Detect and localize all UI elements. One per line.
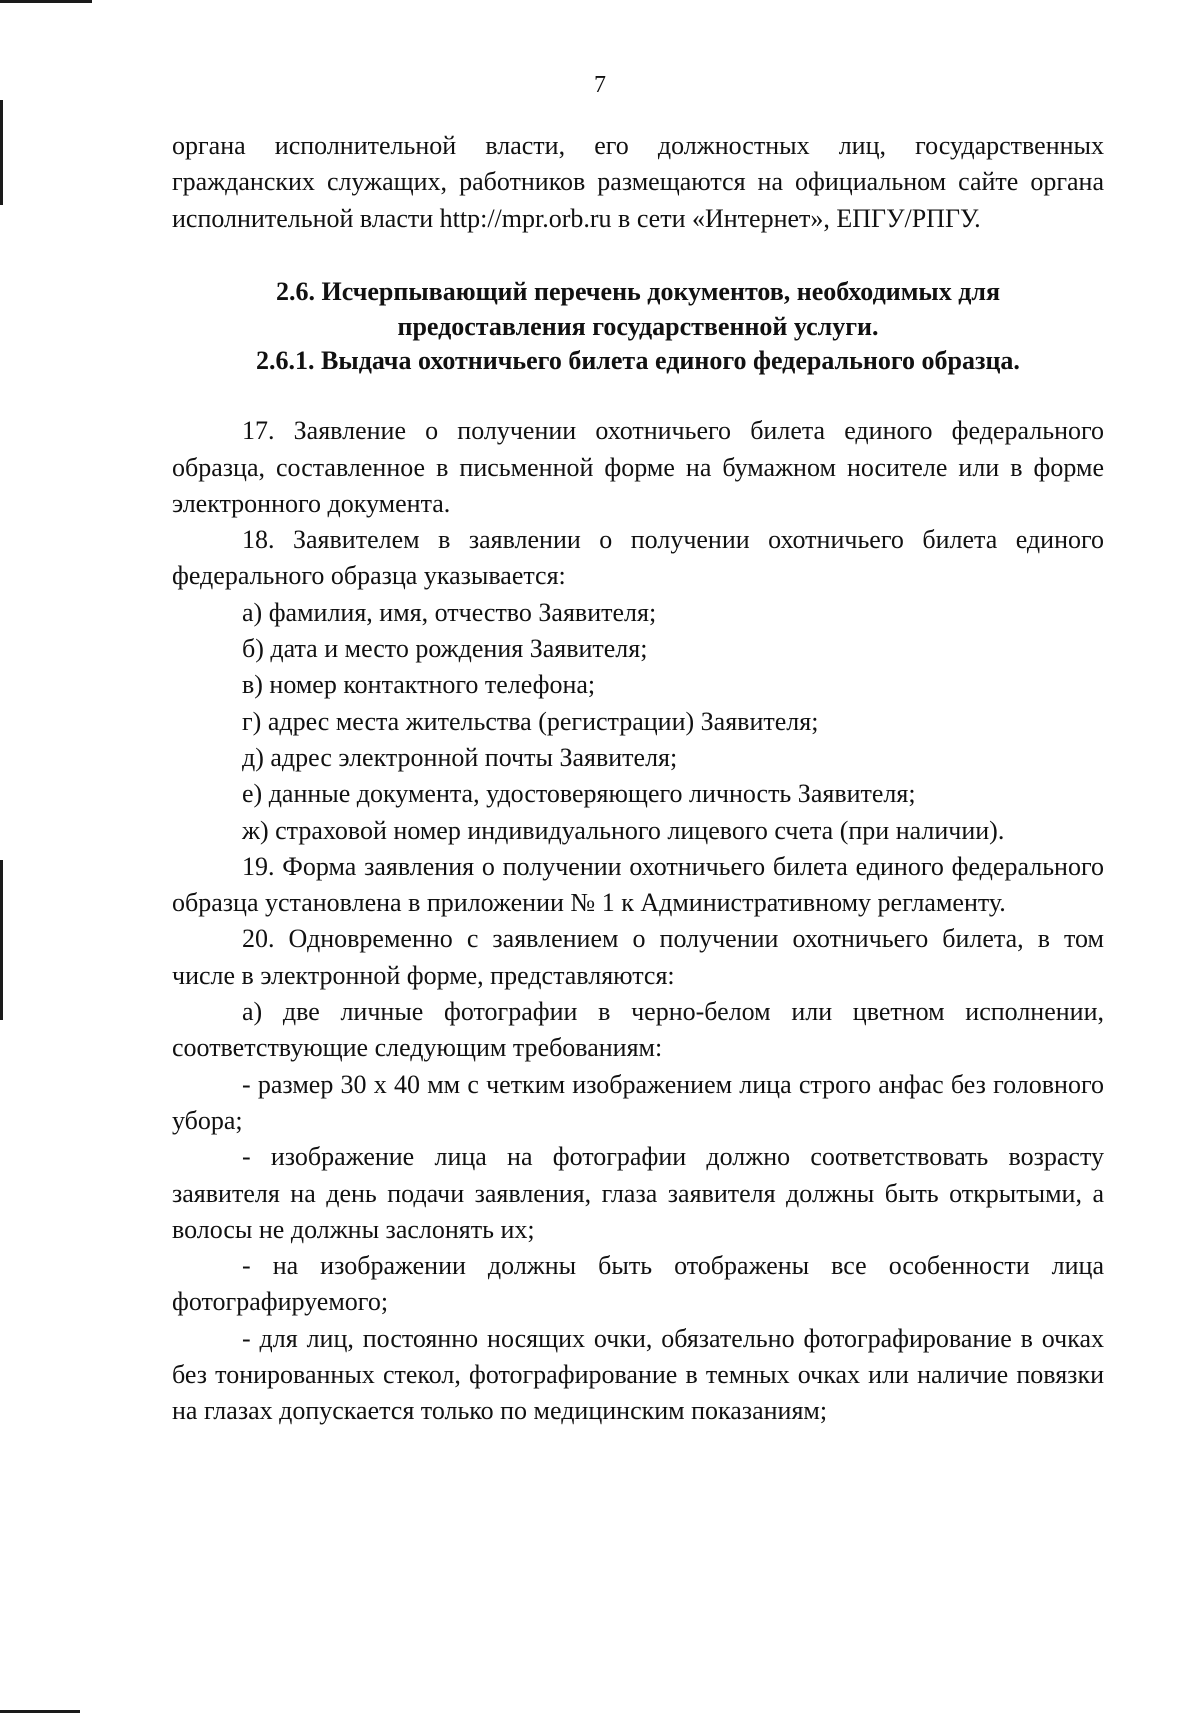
photo-requirement-size: - размер 30 х 40 мм с четким изображением лица строго анфас без головного убора; [172,1069,1104,1135]
paragraph-17: 17. Заявление о получении охотничьего билета единого федерального образца, составленное в письменной форме на бумажном носителе или в форме электронного документа. [172,416,1104,518]
heading-line-2: предоставления государственной услуги. [397,311,879,341]
list-item-e: е) данные документа, удостоверяющего личность Заявителя; [242,779,916,809]
paragraph-20: 20. Одновременно с заявлением о получении охотничьего билета, в том числе в электронной форме, представляются: [172,924,1104,990]
scan-artifact-top-left [0,0,92,3]
photo-requirement-features: - на изображении должны быть отображены все особенности лица фотографируемого; [172,1251,1104,1317]
page-number: 7 [594,72,606,98]
scan-artifact-bottom-left [0,1710,80,1713]
list-item-v: в) номер контактного телефона; [242,670,596,700]
list-item-a: а) фамилия, имя, отчество Заявителя; [242,597,657,627]
photo-requirement-age: - изображение лица на фотографии должно соответствовать возрасту заявителя на день подачи заявления, глаза заявителя должны быть открытыми, а волосы не должны заслонять их; [172,1142,1104,1244]
list-item-d: д) адрес электронной почты Заявителя; [242,742,678,772]
paragraph-18: 18. Заявителем в заявлении о получении охотничьего билета единого федерального образца указывается: [172,525,1104,591]
list-item-g: г) адрес места жительства (регистрации) Заявителя; [242,706,819,736]
photo-item-a: а) две личные фотографии в черно-белом или цветном исполнении, соответствующие следующим требованиям: [172,997,1104,1063]
list-item-b: б) дата и место рождения Заявителя; [242,634,648,664]
scan-artifact-left-edge-bottom [0,860,3,1020]
list-item-zh: ж) страховой номер индивидуального лицевого счета (при наличии). [242,815,1005,845]
document-body [172,128,1104,1430]
scan-artifact-left-edge-top [0,100,3,205]
photo-requirement-glasses: - для лиц, постоянно носящих очки, обязательно фотографирование в очках без тонированных стекол, фотографирование в темных очках или наличие повязки на глазах допускается только по медицинским показаниям; [172,1323,1104,1426]
paragraph-19: 19. Форма заявления о получении охотничьего билета единого федерального образца установлена в приложении № 1 к Административному регламенту. [172,851,1104,918]
intro-paragraph: органа исполнительной власти, его должностных лиц, государственных гражданских служащих, работников размещаются на официальном сайте органа исполнительной власти http://mpr.orb.ru в сети «Интернет», ЕПГУ/РПГУ. [172,131,1104,233]
heading-line-1: 2.6. Исчерпывающий перечень документов, необходимых для [275,276,1001,306]
heading-line-3: 2.6.1. Выдача охотничьего билета единого федерального образца. [256,346,1020,376]
section-heading [172,275,1104,379]
